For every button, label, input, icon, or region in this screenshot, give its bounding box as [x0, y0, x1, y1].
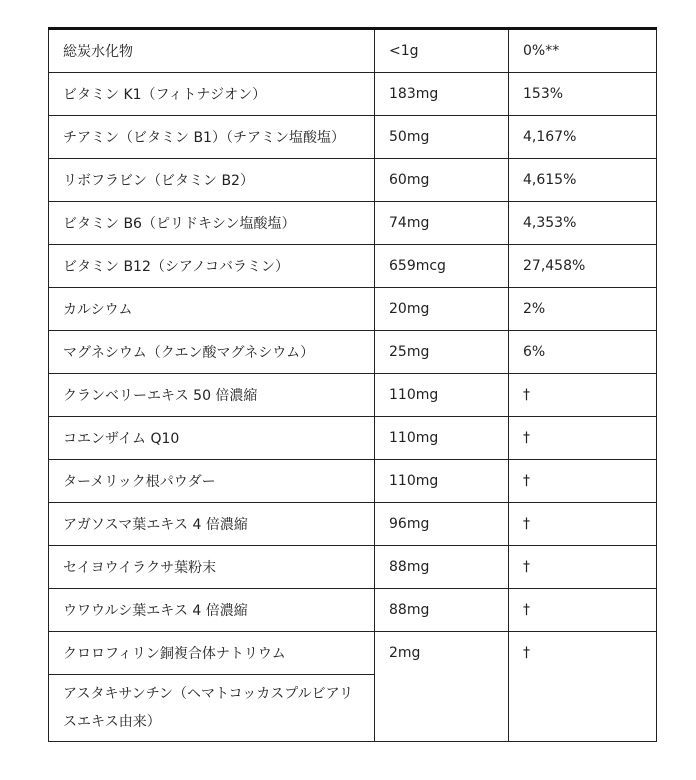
- amount-cell: 110mg: [375, 417, 509, 460]
- table-row: [49, 29, 657, 73]
- ingredient-name: マグネシウム（クエン酸マグネシウム）: [49, 331, 375, 374]
- amount-cell: 20mg: [375, 288, 509, 331]
- ingredient-name: セイヨウイラクサ葉粉末: [49, 546, 375, 589]
- daily-value-cell: †: [509, 589, 657, 632]
- table-row: [49, 159, 657, 202]
- daily-value-cell: 2%: [509, 288, 657, 331]
- amount-cell: 74mg: [375, 202, 509, 245]
- table-row: [49, 73, 657, 116]
- amount-cell: 88mg: [375, 589, 509, 632]
- table-row: [49, 460, 657, 503]
- ingredient-name: チアミン（ビタミン B1）（チアミン塩酸塩）: [49, 116, 375, 159]
- ingredient-name: クロロフィリン銅複合体ナトリウム: [49, 632, 375, 675]
- amount-cell: 96mg: [375, 503, 509, 546]
- ingredient-name: ターメリック根パウダー: [49, 460, 375, 503]
- table-row: [49, 675, 657, 742]
- daily-value-cell: 153%: [509, 73, 657, 116]
- table-row: [49, 245, 657, 288]
- daily-value-cell: †: [509, 503, 657, 546]
- table-row: [49, 331, 657, 374]
- table-row: [49, 546, 657, 589]
- ingredient-name: 総炭水化物: [49, 29, 375, 73]
- table-row: [49, 632, 657, 675]
- ingredient-name: ウワウルシ葉エキス 4 倍濃縮: [49, 589, 375, 632]
- daily-value-cell: 6%: [509, 331, 657, 374]
- daily-value-cell: 4,353%: [509, 202, 657, 245]
- ingredient-name: クランベリーエキス 50 倍濃縮: [49, 374, 375, 417]
- table-row: [49, 374, 657, 417]
- amount-cell: 25mg: [375, 331, 509, 374]
- table-row: [49, 503, 657, 546]
- ingredient-name: コエンザイム Q10: [49, 417, 375, 460]
- ingredient-name: アガソスマ葉エキス 4 倍濃縮: [49, 503, 375, 546]
- daily-value-cell: †: [509, 632, 657, 675]
- table-row: [49, 202, 657, 245]
- table-row: [49, 116, 657, 159]
- daily-value-cell: 27,458%: [509, 245, 657, 288]
- amount-cell: 50mg: [375, 116, 509, 159]
- ingredient-name: ビタミン K1（フィトナジオン）: [49, 73, 375, 116]
- amount-cell: 2mg: [375, 632, 509, 675]
- empty-cell: [375, 675, 509, 742]
- nutrition-table: [48, 27, 657, 742]
- daily-value-cell: 4,167%: [509, 116, 657, 159]
- daily-value-cell: 0%**: [509, 29, 657, 73]
- amount-cell: 110mg: [375, 460, 509, 503]
- amount-cell: 110mg: [375, 374, 509, 417]
- table-row: [49, 417, 657, 460]
- table-row: [49, 589, 657, 632]
- daily-value-cell: †: [509, 460, 657, 503]
- table-row: [49, 288, 657, 331]
- amount-cell: 659mcg: [375, 245, 509, 288]
- ingredient-name: カルシウム: [49, 288, 375, 331]
- amount-cell: 183mg: [375, 73, 509, 116]
- amount-cell: 88mg: [375, 546, 509, 589]
- amount-cell: 60mg: [375, 159, 509, 202]
- daily-value-cell: 4,615%: [509, 159, 657, 202]
- amount-cell: <1g: [375, 29, 509, 73]
- daily-value-cell: †: [509, 417, 657, 460]
- daily-value-cell: †: [509, 374, 657, 417]
- daily-value-cell: †: [509, 546, 657, 589]
- ingredient-name: リボフラビン（ビタミン B2）: [49, 159, 375, 202]
- ingredient-name: ビタミン B6（ピリドキシン塩酸塩）: [49, 202, 375, 245]
- ingredient-name: ビタミン B12（シアノコバラミン）: [49, 245, 375, 288]
- empty-cell: [509, 675, 657, 742]
- ingredient-name: アスタキサンチン（ヘマトコッカスプルビアリスエキス由来）: [49, 675, 375, 742]
